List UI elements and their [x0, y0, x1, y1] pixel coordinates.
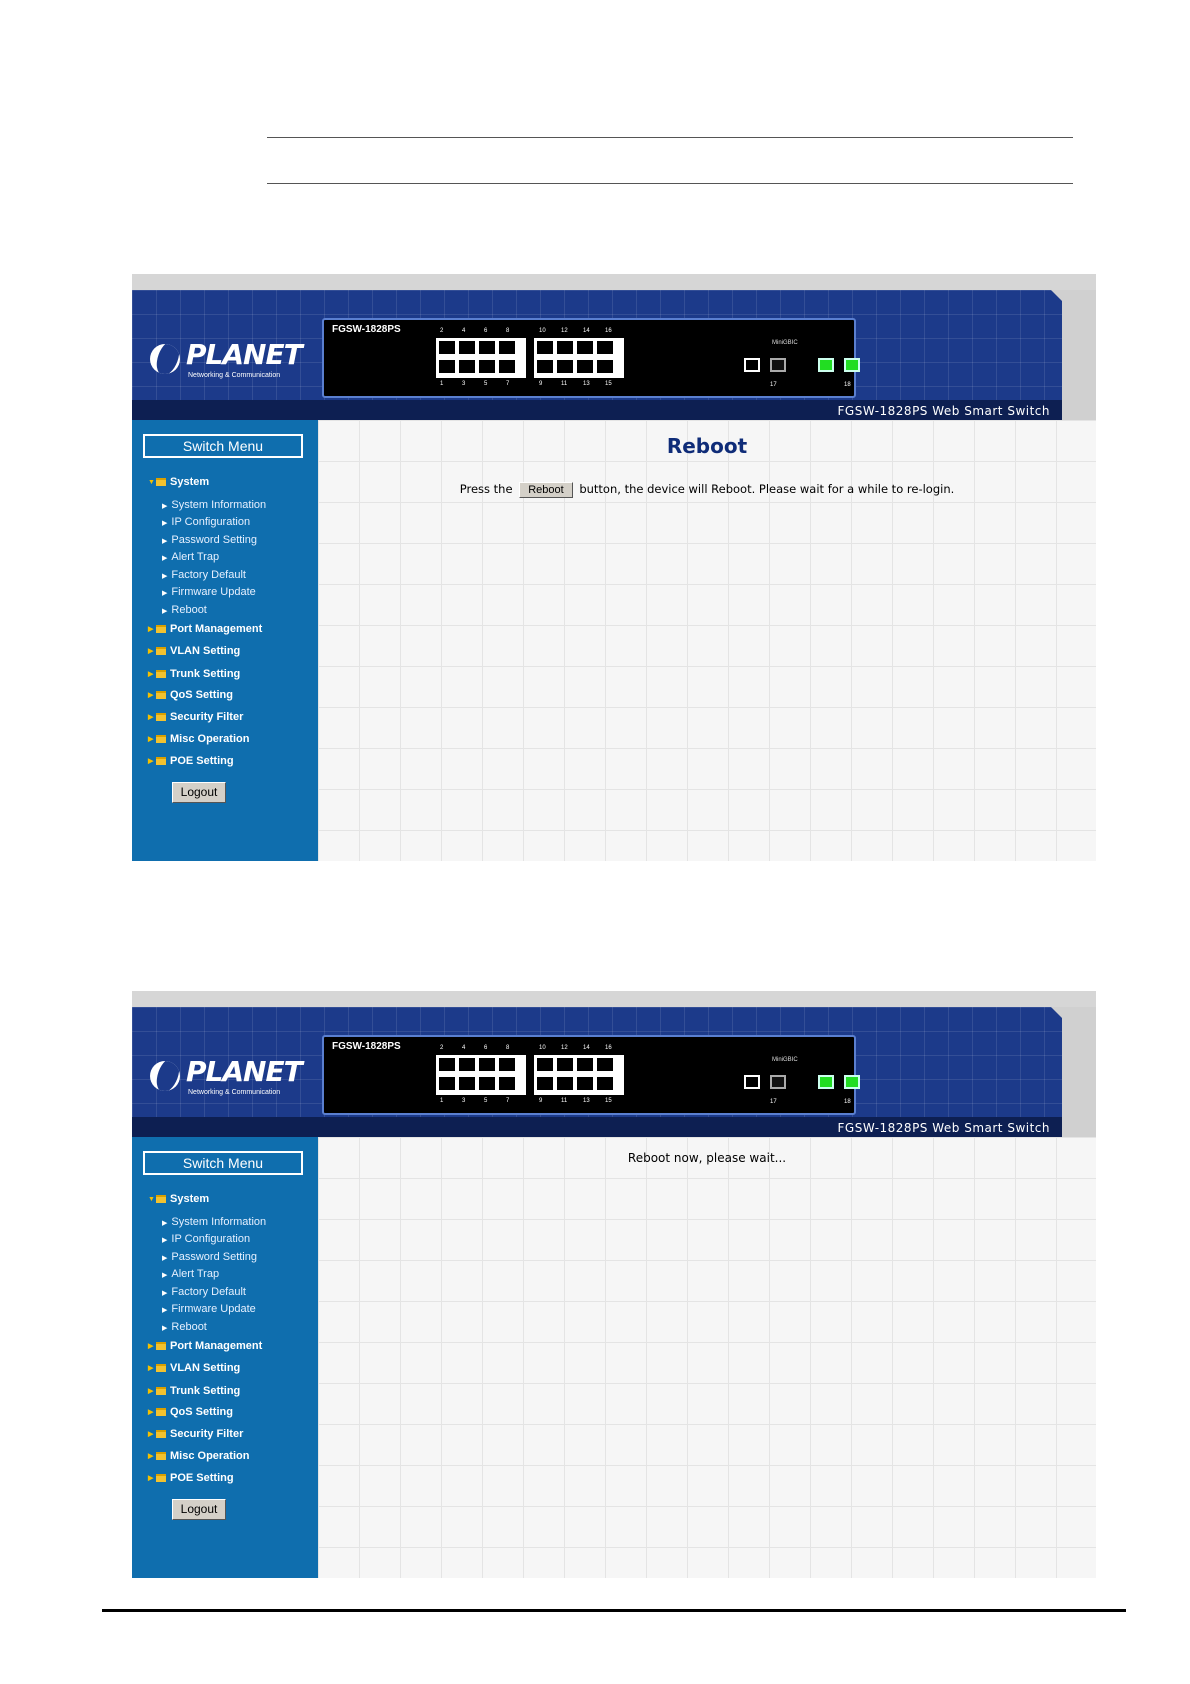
chevron-right-icon: ▶	[148, 648, 154, 656]
port[interactable]	[438, 1057, 456, 1072]
chevron-right-icon: ▶	[162, 608, 168, 615]
page-rule-second	[267, 183, 1073, 184]
port[interactable]	[498, 1076, 516, 1091]
chevron-right-icon: ▶	[162, 1220, 168, 1227]
menu-firmware-update[interactable]: ▶ Firmware Update	[162, 586, 256, 598]
menu-system[interactable]: ▼ System	[148, 1193, 210, 1205]
menu-security-filter[interactable]: ▶ Security Filter	[148, 1428, 244, 1440]
menu-trunk-setting[interactable]: ▶ Trunk Setting	[148, 1385, 241, 1397]
port-17-sfp[interactable]	[770, 358, 786, 372]
port[interactable]	[576, 1076, 594, 1091]
folder-icon	[156, 1364, 166, 1372]
menu-alert-trap[interactable]: ▶ Alert Trap	[162, 551, 220, 563]
port-17-copper[interactable]	[744, 358, 760, 372]
menu-reboot[interactable]: ▶ Reboot	[162, 604, 207, 616]
port[interactable]	[596, 1057, 614, 1072]
menu-ip-configuration[interactable]: ▶ IP Configuration	[162, 516, 251, 528]
panel-model-label: FGSW-1828PS	[332, 1041, 401, 1052]
chevron-right-icon: ▶	[162, 555, 168, 562]
chevron-right-icon: ▶	[148, 736, 154, 744]
menu-qos-setting[interactable]: ▶ QoS Setting	[148, 689, 233, 701]
port[interactable]	[556, 340, 574, 355]
reboot-button[interactable]: Reboot	[519, 482, 572, 498]
menu-firmware-update[interactable]: ▶ Firmware Update	[162, 1303, 256, 1315]
menu-system[interactable]: ▼ System	[148, 476, 210, 488]
menu-poe-setting[interactable]: ▶ POE Setting	[148, 1472, 234, 1484]
chevron-right-icon: ▶	[148, 626, 154, 634]
folder-icon	[156, 691, 166, 699]
chevron-right-icon: ▶	[162, 573, 168, 580]
menu-system-information[interactable]: ▶ System Information	[162, 1216, 267, 1228]
port[interactable]	[498, 1057, 516, 1072]
switch-menu-title: Switch Menu	[143, 1151, 303, 1175]
chevron-right-icon: ▶	[148, 1388, 154, 1396]
port[interactable]	[458, 1057, 476, 1072]
menu-qos-setting[interactable]: ▶ QoS Setting	[148, 1406, 233, 1418]
planet-logo: PLANET Networking & Communication	[150, 1059, 290, 1099]
port-17-sfp[interactable]	[770, 1075, 786, 1089]
switch-front-panel: FGSW-1828PS 2 4 6 8 10 12 14 16 1 3 5 7 9 11 13 15 MiniGBIC 17 18	[322, 318, 856, 398]
port[interactable]	[438, 340, 456, 355]
port[interactable]	[596, 340, 614, 355]
chevron-right-icon: ▶	[148, 1365, 154, 1373]
browser-gutter	[1062, 1007, 1096, 1137]
menu-vlan-setting[interactable]: ▶ VLAN Setting	[148, 645, 241, 657]
chevron-right-icon: ▶	[162, 1272, 168, 1279]
chevron-right-icon: ▶	[162, 1325, 168, 1332]
port[interactable]	[556, 1076, 574, 1091]
chevron-right-icon: ▶	[162, 538, 168, 545]
port[interactable]	[576, 359, 594, 374]
folder-icon	[156, 1387, 166, 1395]
port-group-1-8	[436, 338, 526, 378]
page-title: Reboot	[666, 434, 748, 458]
folder-icon	[156, 670, 166, 678]
chevron-down-icon: ▼	[148, 478, 155, 486]
planet-logo: PLANET Networking & Communication	[150, 342, 290, 382]
port[interactable]	[596, 1076, 614, 1091]
page-footer-rule	[102, 1609, 1126, 1612]
chevron-right-icon: ▶	[148, 714, 154, 722]
planet-logo-icon	[150, 344, 180, 374]
port-group-9-16	[534, 338, 624, 378]
browser-topbar	[132, 991, 1096, 1007]
folder-icon	[156, 1452, 166, 1460]
reboot-screenshot	[132, 274, 1096, 861]
menu-port-management[interactable]: ▶ Port Management	[148, 623, 263, 635]
port[interactable]	[596, 359, 614, 374]
sidebar	[132, 1137, 318, 1578]
menu-password-setting[interactable]: ▶ Password Setting	[162, 1251, 257, 1263]
port[interactable]	[478, 1057, 496, 1072]
port[interactable]	[536, 1076, 554, 1091]
chevron-down-icon: ▼	[148, 1195, 155, 1203]
port[interactable]	[556, 359, 574, 374]
port-18-sfp[interactable]	[844, 358, 860, 372]
port[interactable]	[536, 340, 554, 355]
menu-factory-default[interactable]: ▶ Factory Default	[162, 1286, 246, 1298]
port[interactable]	[478, 359, 496, 374]
chevron-right-icon: ▶	[148, 671, 154, 679]
header-subtitle: FGSW-1828PS Web Smart Switch	[837, 1121, 1050, 1135]
browser-topbar	[132, 274, 1096, 290]
header-banner	[132, 1007, 1062, 1137]
menu-trunk-setting[interactable]: ▶ Trunk Setting	[148, 668, 241, 680]
port[interactable]	[458, 340, 476, 355]
folder-icon	[156, 1430, 166, 1438]
chevron-right-icon: ▶	[148, 1431, 154, 1439]
menu-password-setting[interactable]: ▶ Password Setting	[162, 534, 257, 546]
menu-misc-operation[interactable]: ▶ Misc Operation	[148, 733, 250, 745]
menu-alert-trap[interactable]: ▶ Alert Trap	[162, 1268, 220, 1280]
chevron-right-icon: ▶	[148, 1343, 154, 1351]
port[interactable]	[438, 359, 456, 374]
chevron-right-icon: ▶	[148, 1475, 154, 1483]
header-banner	[132, 290, 1062, 420]
header-subtitle: FGSW-1828PS Web Smart Switch	[837, 404, 1050, 418]
main-content	[318, 420, 1096, 861]
menu-reboot[interactable]: ▶ Reboot	[162, 1321, 207, 1333]
panel-model-label: FGSW-1828PS	[332, 324, 401, 335]
menu-misc-operation[interactable]: ▶ Misc Operation	[148, 1450, 250, 1462]
reboot-wait-message: Reboot now, please wait...	[627, 1151, 787, 1165]
menu-poe-setting[interactable]: ▶ POE Setting	[148, 755, 234, 767]
reboot-wait-screenshot	[132, 991, 1096, 1578]
folder-icon	[156, 1342, 166, 1350]
chevron-right-icon: ▶	[162, 1255, 168, 1262]
minigbic-label: MiniGBIC	[772, 1057, 798, 1063]
port-18-copper[interactable]	[818, 1075, 834, 1089]
logout-button[interactable]: Logout	[172, 782, 226, 803]
port[interactable]	[478, 340, 496, 355]
switch-front-panel: FGSW-1828PS 2 4 6 8 10 12 14 16 1 3 5 7 9 11 13 15 MiniGBIC 17 18	[322, 1035, 856, 1115]
port[interactable]	[438, 1076, 456, 1091]
chevron-right-icon: ▶	[162, 1290, 168, 1297]
folder-icon	[156, 757, 166, 765]
reboot-instructions: Press the Reboot button, the device will Reboot. Please wait for a while to re-login.	[459, 482, 955, 496]
folder-icon	[156, 647, 166, 655]
folder-icon	[156, 625, 166, 633]
port-18-sfp[interactable]	[844, 1075, 860, 1089]
chevron-right-icon: ▶	[162, 590, 168, 597]
header-title-bar	[132, 1117, 1062, 1137]
port-18-copper[interactable]	[818, 358, 834, 372]
page-rule-top	[267, 137, 1073, 138]
minigbic-label: MiniGBIC	[772, 340, 798, 346]
port[interactable]	[458, 359, 476, 374]
browser-gutter	[1062, 290, 1096, 420]
folder-icon	[156, 735, 166, 743]
port[interactable]	[478, 1076, 496, 1091]
port[interactable]	[536, 359, 554, 374]
menu-ip-configuration[interactable]: ▶ IP Configuration	[162, 1233, 251, 1245]
port[interactable]	[576, 340, 594, 355]
chevron-right-icon: ▶	[148, 758, 154, 766]
menu-system-information[interactable]: ▶ System Information	[162, 499, 267, 511]
menu-security-filter[interactable]: ▶ Security Filter	[148, 711, 244, 723]
folder-icon	[156, 1195, 166, 1203]
port[interactable]	[458, 1076, 476, 1091]
switch-menu-title: Switch Menu	[143, 434, 303, 458]
folder-icon	[156, 1408, 166, 1416]
main-content	[318, 1137, 1096, 1578]
chevron-right-icon: ▶	[148, 1453, 154, 1461]
port-group-9-16	[534, 1055, 624, 1095]
chevron-right-icon: ▶	[162, 503, 168, 510]
port-17-copper[interactable]	[744, 1075, 760, 1089]
logout-button[interactable]: Logout	[172, 1499, 226, 1520]
header-title-bar	[132, 400, 1062, 420]
port[interactable]	[576, 1057, 594, 1072]
port[interactable]	[498, 340, 516, 355]
menu-factory-default[interactable]: ▶ Factory Default	[162, 569, 246, 581]
port[interactable]	[556, 1057, 574, 1072]
chevron-right-icon: ▶	[148, 1409, 154, 1417]
chevron-right-icon: ▶	[162, 1307, 168, 1314]
chevron-right-icon: ▶	[148, 692, 154, 700]
menu-vlan-setting[interactable]: ▶ VLAN Setting	[148, 1362, 241, 1374]
chevron-right-icon: ▶	[162, 520, 168, 527]
port-group-1-8	[436, 1055, 526, 1095]
folder-icon	[156, 1474, 166, 1482]
folder-icon	[156, 478, 166, 486]
planet-logo-icon	[150, 1061, 180, 1091]
port[interactable]	[536, 1057, 554, 1072]
folder-icon	[156, 713, 166, 721]
chevron-right-icon: ▶	[162, 1237, 168, 1244]
port[interactable]	[498, 359, 516, 374]
menu-port-management[interactable]: ▶ Port Management	[148, 1340, 263, 1352]
sidebar	[132, 420, 318, 861]
